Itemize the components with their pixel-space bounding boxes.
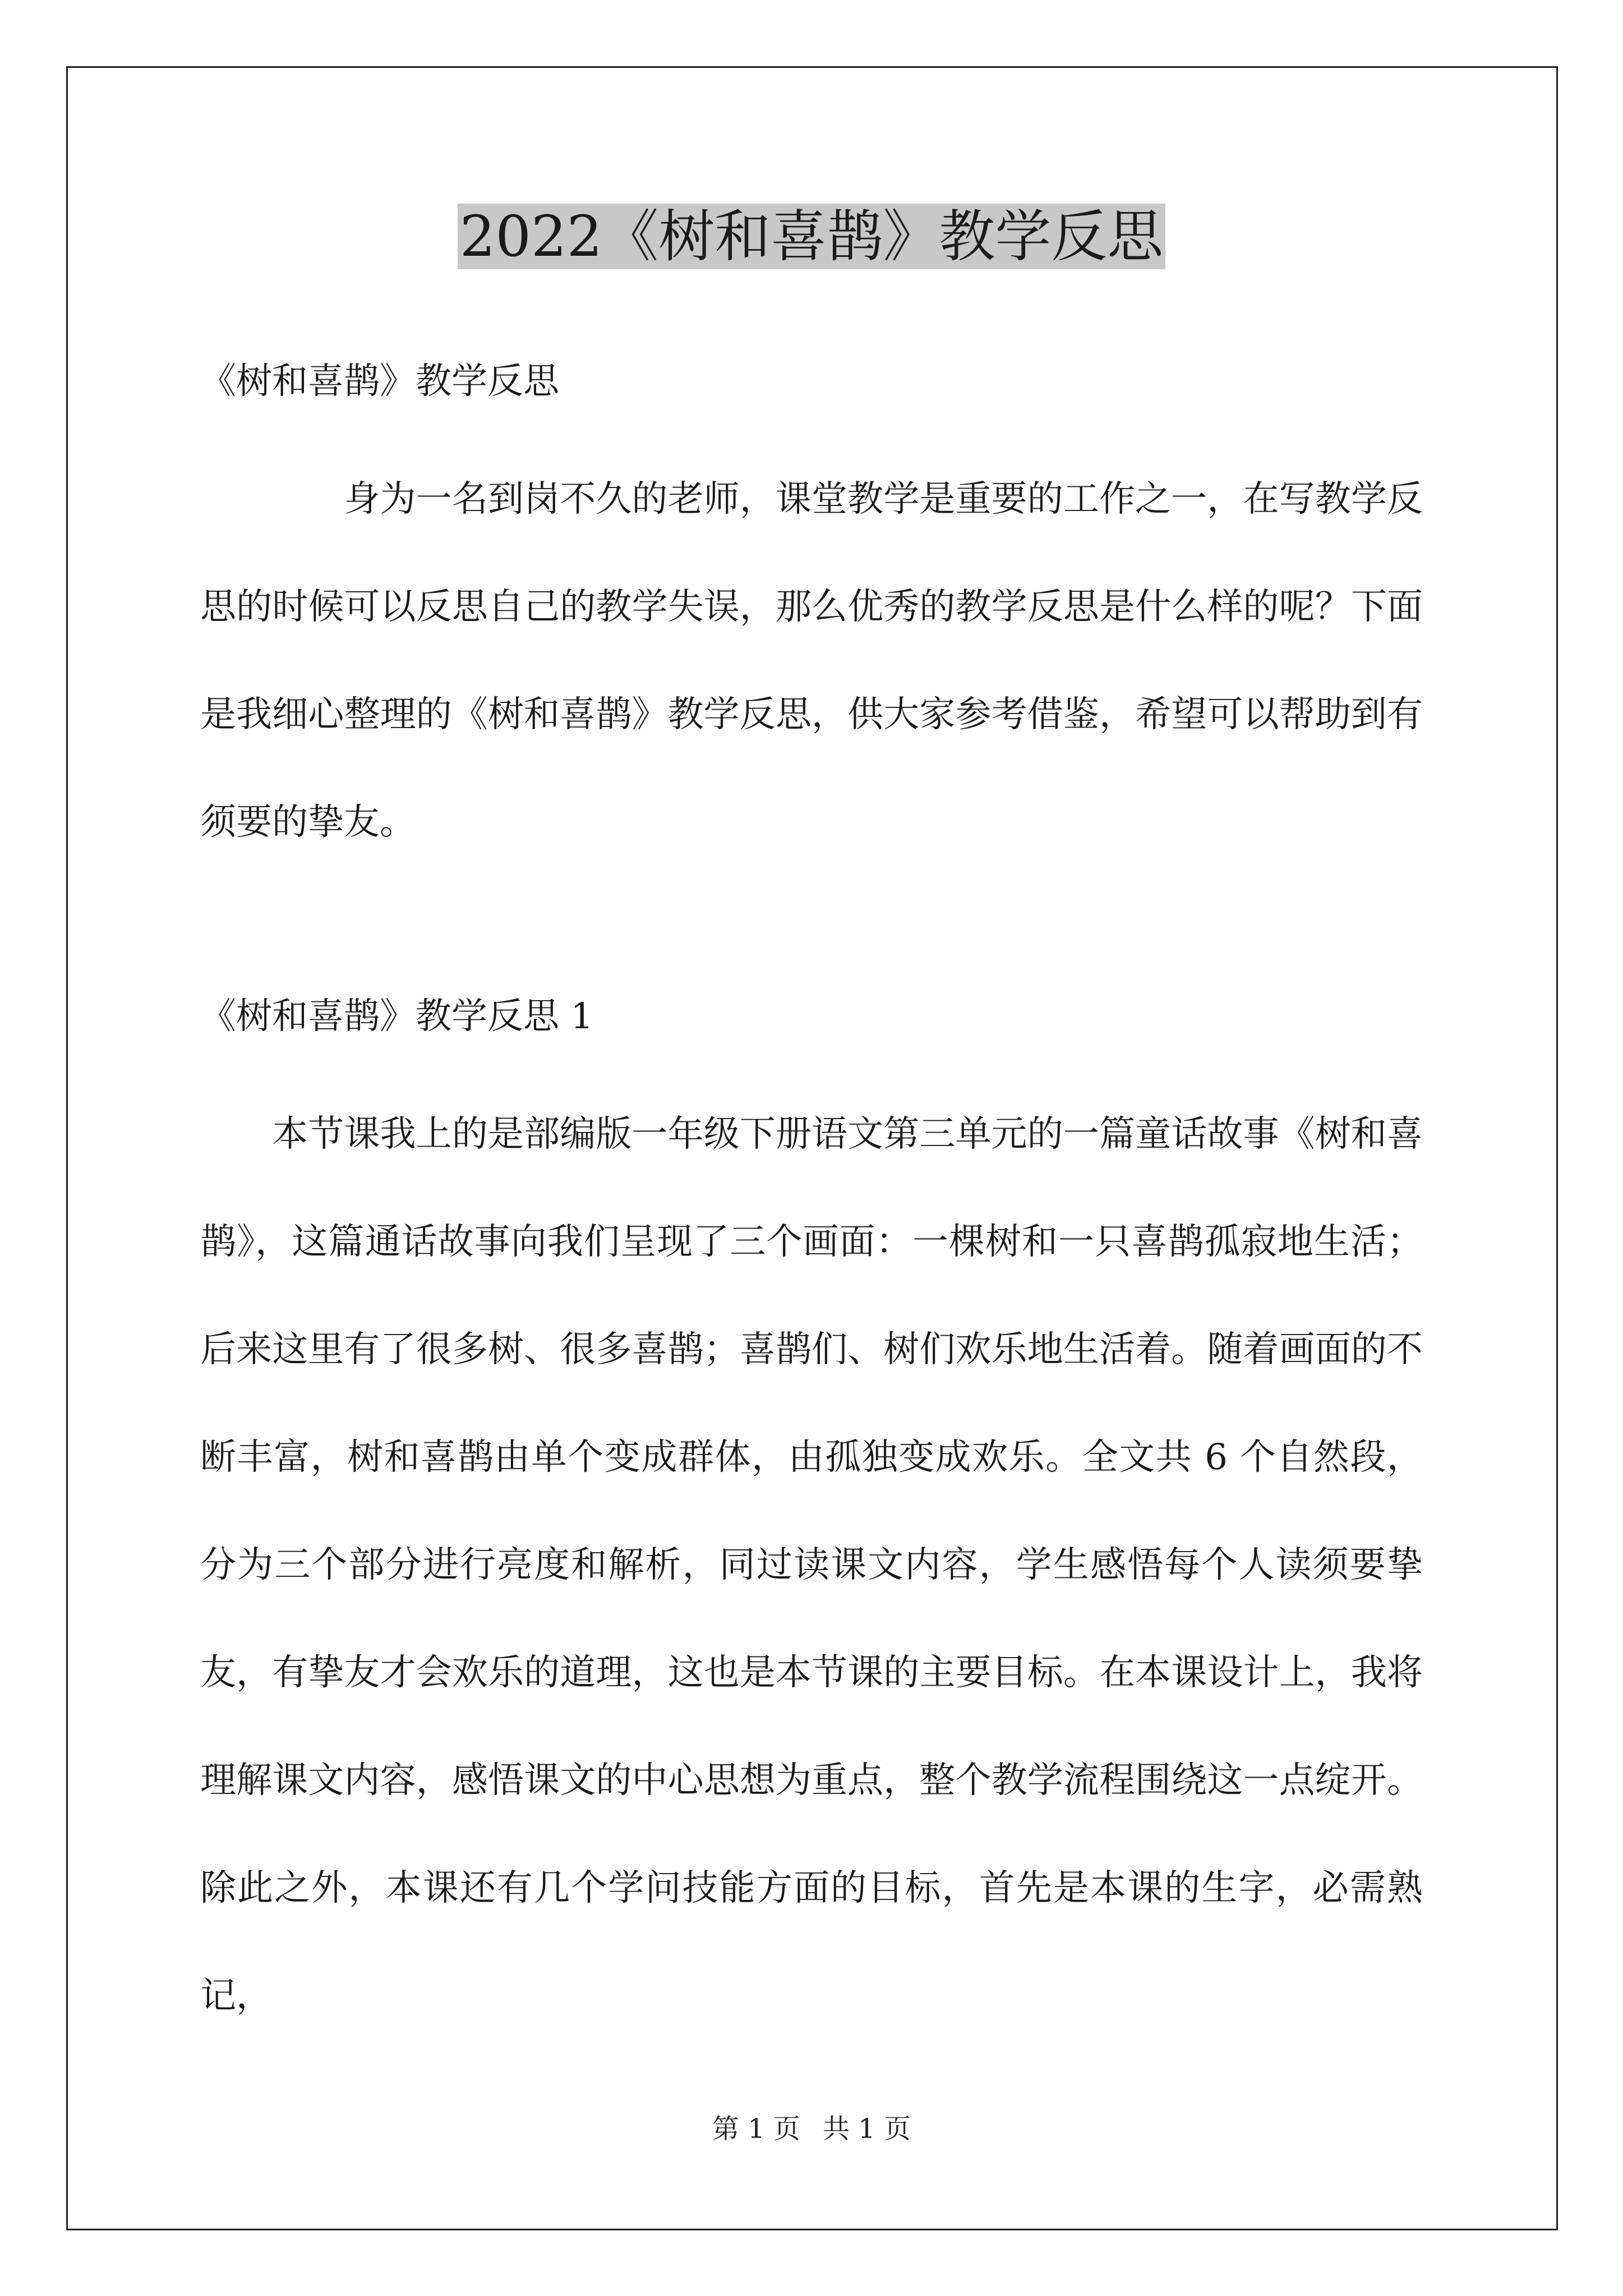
document-body [200,348,1423,2050]
document-title [0,197,1623,276]
section-paragraph: 本节课我上的是部编版一年级下册语文第三单元的一篇童话故事《树和喜鹊》，这篇通话故事向我们呈现了三个画面：一棵树和一只喜鹊孤寂地生活；后来这里有了很多树、很多喜鹊；喜鹊们、树们欢乐地生活着。随着画面的不断丰富，树和喜鹊由单个变成群体，由孤独变成欢乐。全文共 6 个自然段，分为三个部分进行亮度和解析，同过读课文内容，学生感悟每个人读须要挚友，有挚友才会欢乐的道理，这也是本节课的主要目标。在本课设计上，我将理解课文内容，感悟课文的中心思想为重点，整个教学流程围绕这一点绽开。除此之外，本课还有几个学问技能方面的目标，首先是本课的生字，必需熟记， [200,1114,1423,2017]
intro-heading: 《树和喜鹊》教学反思 [200,361,559,402]
page-number: 第 1 页 [712,2113,800,2145]
page-footer [0,2112,1623,2146]
page-total: 共 1 页 [823,2113,911,2145]
intro-paragraph: 身为一名到岗不久的老师，课堂教学是重要的工作之一，在写教学反思的时候可以反思自己的教学失误，那么优秀的教学反思是什么样的呢？下面是我细心整理的《树和喜鹊》教学反思，供大家参考借鉴，希望可以帮助到有须要的挚友。 [200,478,1423,843]
section-heading: 《树和喜鹊》教学反思 1 [200,996,594,1037]
title-text: 2022《树和喜鹊》教学反思 [458,204,1166,269]
